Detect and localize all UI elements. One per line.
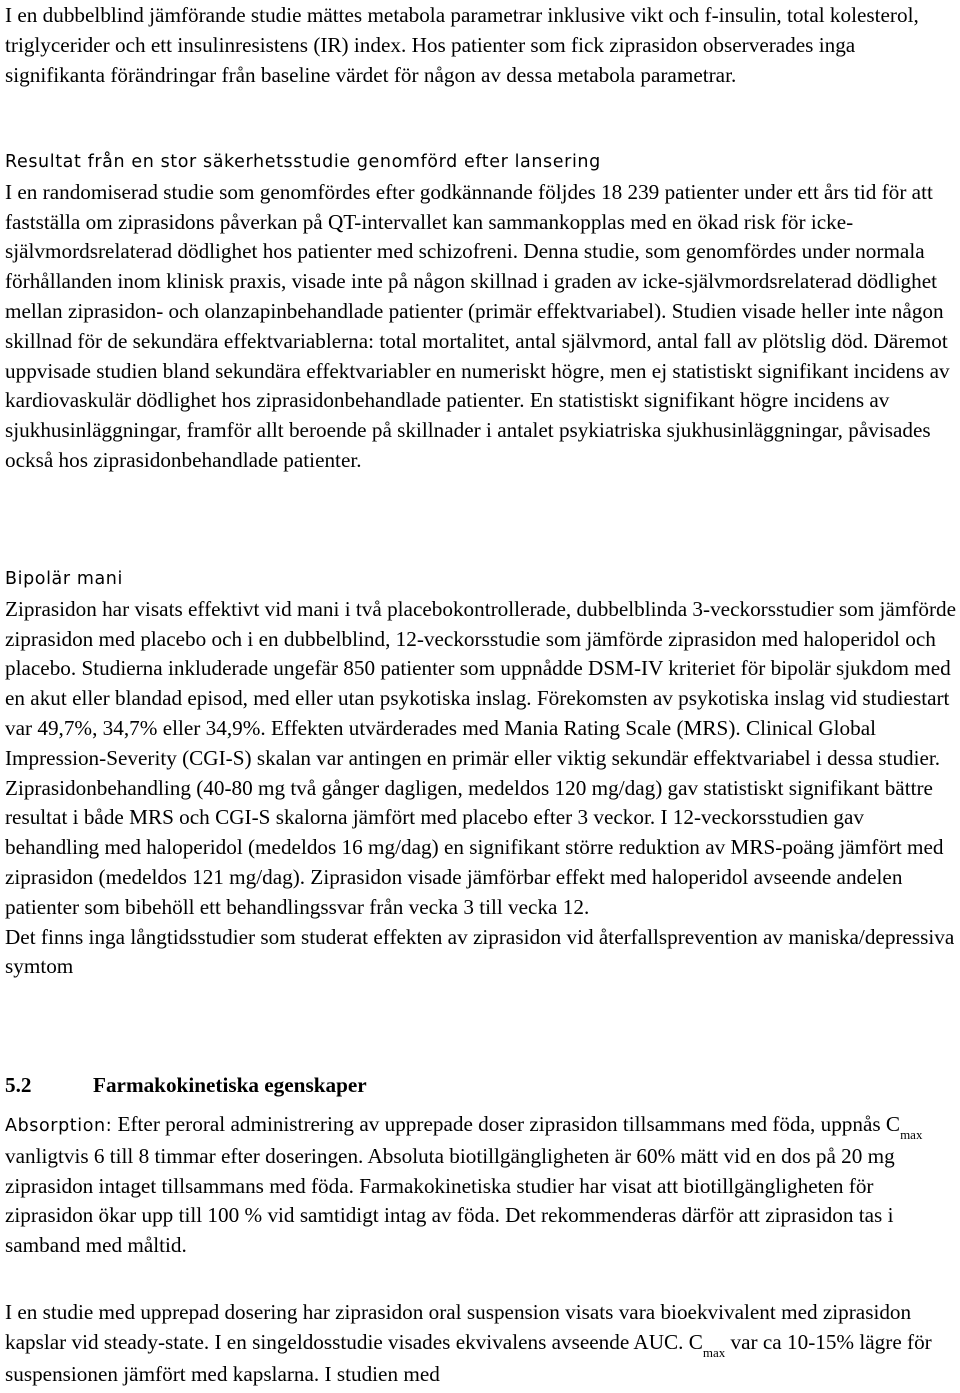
- metabolic-paragraph: I en dubbelblind jämförande studie mättes metabola parametrar inklusive vikt och f-insulin, total kolesterol, triglycerider och ett insulinresistens (IR) index. Hos patienter som fick ziprasidon observerades inga signifikanta förändringar från baseline värdet för någon av dessa metabola parametrar.: [5, 3, 919, 87]
- bipolar-mania-heading: Bipolär mani: [5, 569, 123, 589]
- safety-study-heading: Resultat från en stor säkerhetsstudie genomförd efter lansering: [5, 152, 601, 172]
- bipolar-mania-section: [5, 565, 957, 982]
- absorption-paragraph: Absorption: Efter peroral administrering av upprepade doser ziprasidon tillsammans med föda, uppnås $C_{max}$ vanligtvis 6 till 8 timmar efter doseringen. Absoluta biotillgängligheten är 60% mätt vid en dos på 20 mg ziprasidon intaget tillsammans med föda. Farmakokinetiska studier har visat att biotillgängligheten för ziprasidon ökar upp till 100 % vid samtidigt intag av föda. Det rekommenderas därför att ziprasidon tas i samband med måltid.: [5, 1112, 923, 1258]
- suspension-paragraph-block: [5, 1298, 957, 1389]
- safety-study-section: [5, 148, 957, 476]
- cmax-subscript: max: [702, 1344, 726, 1360]
- cmax-subscript: max: [900, 1127, 923, 1142]
- section-title: Farmakokinetiska egenskaper: [93, 1073, 367, 1097]
- absorption-paragraph-block: [5, 1110, 957, 1261]
- absorption-label: Absorption:: [5, 1116, 113, 1136]
- suspension-paragraph: I en studie med upprepad dosering har ziprasidon oral suspension visats vara bioekvivalent med ziprasidon kapslar vid steady-state. I en singeldosstudie visades ekvivalens avseende AUC. $C_{max}$ var ca 10-15% lägre för suspensionen jämfört med kapslarna. I studien med: [5, 1300, 932, 1386]
- section-5-2-heading: [5, 1071, 957, 1100]
- safety-study-paragraph: I en randomiserad studie som genomfördes efter godkännande följdes 18 239 patienter under ett års tid för att fastställa om ziprasidons påverkan på QT-intervallet kan sammankopplas med en ökad risk för icke-självmordsrelaterad dödlighet hos patienter med schizofreni. Denna studie, som genomfördes under normala förhållanden inom klinisk praxis, visade inte på någon skillnad i graden av icke-självmordsrelaterad dödlighet mellan ziprasidon- och olanzapinbehandlade patienter (primär effektvariabel). Studien visade heller inte någon skillnad för de sekundära effektvariablerna: total mortalitet, antal självmord, antal fall av plötslig död. Däremot uppvisade studien bland sekundära effektvariabler en numeriskt högre, men ej statistiskt signifikant incidens av kardiovaskulär dödlighet hos ziprasidonbehandlade patienter. En statistiskt signifikant högre incidens av sjukhusinläggningar, framför allt beroende på skillnader i antalet psykiatriska sjukhusinläggningar, påvisades också hos ziprasidonbehandlade patienter.: [5, 179, 950, 472]
- bipolar-mania-paragraph: Ziprasidon har visats effektivt vid mani i två placebokontrollerade, dubbelblinda 3-veckorsstudier som jämförde ziprasidon med placebo och i en dubbelblind, 12-veckorsstudie som jämförde ziprasidon med haloperidol och placebo. Studierna inkluderade ungefär 850 patienter som uppnådde DSM-IV kriteriet för bipolär sjukdom med en akut eller blandad episod, med eller utan psykotiska inslag. Förekomsten av psykotiska inslag vid studiestart var 49,7%, 34,7% eller 34,9%. Effekten utvärderades med Mania Rating Scale (MRS). Clinical Global Impression-Severity (CGI-S) skalan var antingen en primär eller viktig sekundär effektvariabel i dessa studier. Ziprasidonbehandling (40-80 mg två gånger dagligen, medeldos 120 mg/dag) gav statistiskt signifikant bättre resultat i både MRS och CGI-S skalorna jämfört med placebo efter 3 veckor. I 12-veckorsstudien gav behandling med haloperidol (medeldos 16 mg/dag) en signifikant större reduktion av MRS-poäng jämfört med ziprasidon (medeldos 121 mg/dag). Ziprasidon visade jämförbar effekt med haloperidol avseende andelen patienter som bibehöll ett behandlingssvar från vecka 3 till vecka 12.: [5, 596, 957, 919]
- bipolar-mania-note: Det finns inga långtidsstudier som studerat effekten av ziprasidon vid återfallsprevention av maniska/depressiva symtom: [5, 924, 955, 979]
- section-number: 5.2: [5, 1073, 32, 1097]
- metabolic-paragraph-block: [5, 1, 957, 90]
